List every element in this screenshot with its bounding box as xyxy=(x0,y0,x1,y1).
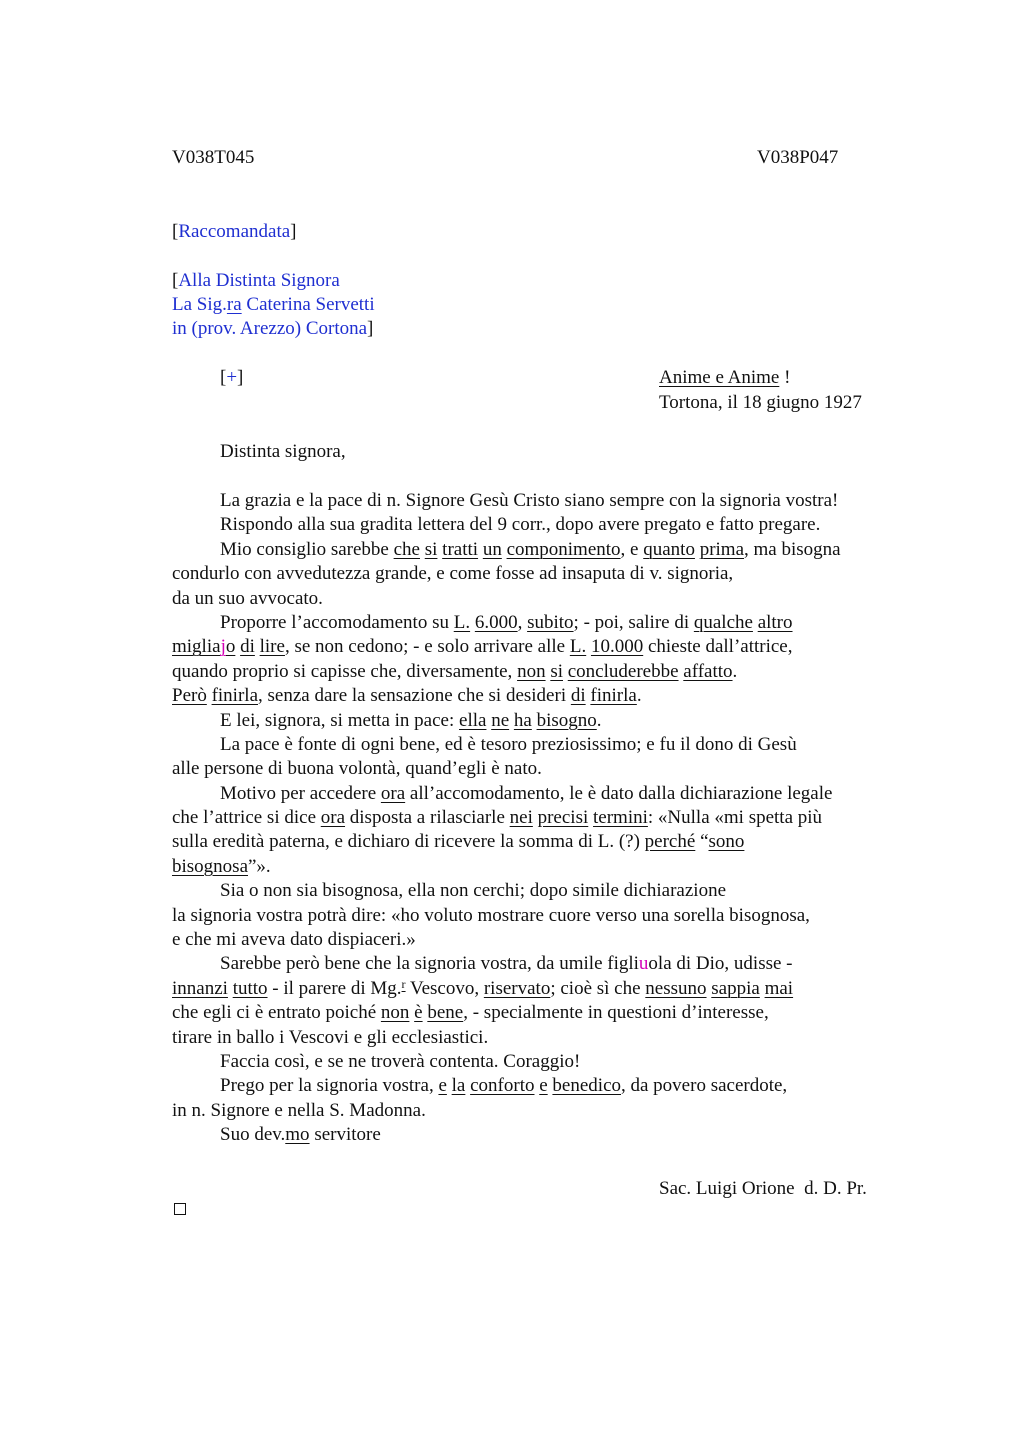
body-line: migliajo di lire, se non cedono; - e solo arrivare alle L. 10.000 chieste dall’attrice, xyxy=(172,636,793,658)
body-line: e che mi aveva dato dispiaceri.» xyxy=(172,929,416,951)
body-line: Proporre l’accomodamento su L. 6.000, subito; - poi, salire di qualche altro xyxy=(220,611,793,633)
body-line: sulla eredità paterna, e dichiaro di ricevere la somma di L. (?) perché “sono xyxy=(172,831,745,853)
body-line: la signoria vostra potrà dire: «ho voluto mostrare cuore verso una sorella bisognosa, xyxy=(172,904,810,926)
body-line: Sarebbe però bene che la signoria vostra, da umile figliuola di Dio, udisse - xyxy=(220,953,793,975)
address-line-2: La Sig.ra Caterina Servetti xyxy=(172,294,375,315)
body-line: Faccia così, e se ne troverà contenta. Coraggio! xyxy=(220,1050,581,1072)
address-line-3: in (prov. Arezzo) Cortona] xyxy=(172,318,374,339)
body-line: quando proprio si capisse che, diversamente, non si concluderebbe affatto. xyxy=(172,660,738,682)
body-line: Però finirla, senza dare la sensazione che si desideri di finirla. xyxy=(172,685,642,707)
body-line: in n. Signore e nella S. Madonna. xyxy=(172,1099,426,1121)
cross-mark: [+] xyxy=(220,367,244,388)
body-line: da un suo avvocato. xyxy=(172,587,323,609)
place-date: Tortona, il 18 giugno 1927 xyxy=(659,392,862,413)
archive-code-right: V038P047 xyxy=(757,147,839,168)
body-line: alle persone di buona volontà, quand’egli è nato. xyxy=(172,758,542,780)
body-line: tirare in ballo i Vescovi e gli ecclesiastici. xyxy=(172,1026,489,1048)
body-line: che egli ci è entrato poiché non è bene, - specialmente in questioni d’interesse, xyxy=(172,1002,769,1024)
letter-body xyxy=(172,489,912,1148)
body-line: Mio consiglio sarebbe che si tratti un componimento, e quanto prima, ma bisogna xyxy=(220,538,841,560)
body-line: Sia o non sia bisognosa, ella non cerchi; dopo simile dichiarazione xyxy=(220,880,727,902)
registered-mail-note: [Raccomandata] xyxy=(172,221,297,242)
body-line: condurlo con avvedutezza grande, e come fosse ad insaputa di v. signoria, xyxy=(172,563,734,585)
body-line: Prego per la signoria vostra, e la conforto e benedico, da povero sacerdote, xyxy=(220,1075,788,1097)
address-line-1: [Alla Distinta Signora xyxy=(172,270,340,291)
body-line: Suo dev.mo servitore xyxy=(220,1124,381,1146)
body-line: La pace è fonte di ogni bene, ed è tesoro preziosissimo; e fu il dono di Gesù xyxy=(220,733,797,755)
body-line: che l’attrice si dice ora disposta a rilasciarle nei precisi termini: «Nulla «mi spetta più xyxy=(172,807,823,829)
end-square-icon xyxy=(174,1203,186,1215)
salutation: Distinta signora, xyxy=(220,441,346,462)
body-line: Rispondo alla sua gradita lettera del 9 corr., dopo avere pregato e fatto pregare. xyxy=(220,514,821,536)
address-block xyxy=(172,269,375,341)
motto: Anime e Anime ! xyxy=(659,367,791,388)
body-line: Motivo per accedere ora all’accomodamento, le è dato dalla dichiarazione legale xyxy=(220,782,833,804)
body-line: bisognosa”». xyxy=(172,855,271,877)
body-line: La grazia e la pace di n. Signore Gesù Cristo siano sempre con la signoria vostra! xyxy=(220,490,839,511)
signature: Sac. Luigi Orione d. D. Pr. xyxy=(659,1178,867,1199)
body-line: E lei, signora, si metta in pace: ella ne ha bisogno. xyxy=(220,709,602,731)
archive-code-left: V038T045 xyxy=(172,147,255,168)
body-line: innanzi tutto - il parere di Mg.$^r$ Vescovo, riservato; cioè sì che nessuno sappia mai xyxy=(172,976,794,999)
